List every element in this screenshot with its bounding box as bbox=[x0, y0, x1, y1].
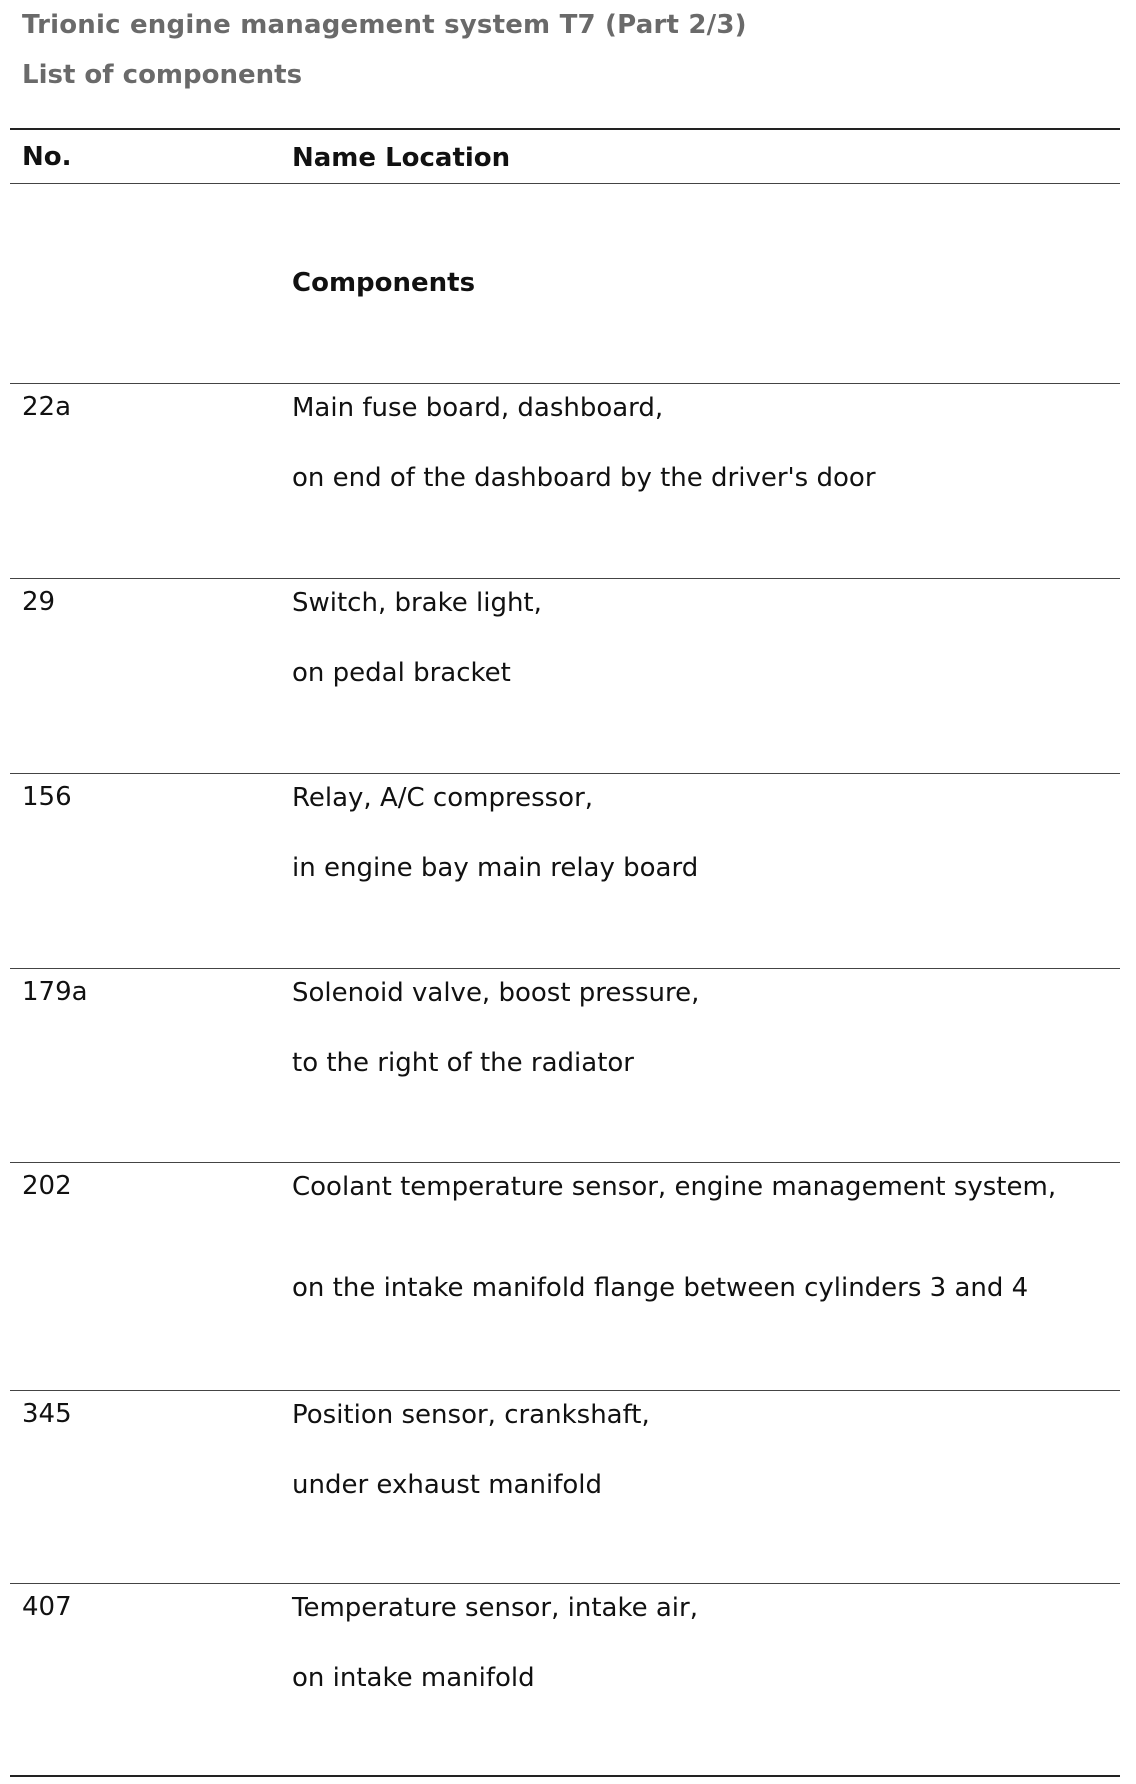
row-location: on the intake manifold flange between cylinders 3 and 4 bbox=[292, 1273, 1029, 1303]
row-separator bbox=[10, 578, 1120, 579]
row-name: Temperature sensor, intake air, bbox=[292, 1593, 698, 1623]
row-separator bbox=[10, 968, 1120, 969]
row-separator bbox=[10, 1390, 1120, 1391]
row-location: on pedal bracket bbox=[292, 658, 511, 688]
row-location: on end of the dashboard by the driver's door bbox=[292, 463, 876, 493]
row-no: 407 bbox=[22, 1592, 72, 1622]
row-location: in engine bay main relay board bbox=[292, 853, 699, 883]
row-separator bbox=[10, 1583, 1120, 1584]
row-name: Position sensor, crankshaft, bbox=[292, 1400, 650, 1430]
row-no: 156 bbox=[22, 782, 72, 812]
row-no: 22a bbox=[22, 392, 72, 422]
table-bottom-rule bbox=[10, 1775, 1120, 1777]
row-no: 202 bbox=[22, 1171, 72, 1201]
section-heading-components: Components bbox=[292, 268, 476, 298]
row-name: Switch, brake light, bbox=[292, 588, 542, 618]
row-location: on intake manifold bbox=[292, 1663, 535, 1693]
row-location: to the right of the radiator bbox=[292, 1048, 634, 1078]
document-subtitle: List of components bbox=[22, 60, 303, 90]
row-name: Relay, A/C compressor, bbox=[292, 783, 594, 813]
row-separator bbox=[10, 773, 1120, 774]
row-name: Solenoid valve, boost pressure, bbox=[292, 978, 700, 1008]
row-no: 345 bbox=[22, 1399, 72, 1429]
row-no: 29 bbox=[22, 587, 56, 617]
document-title: Trionic engine management system T7 (Part 2/3) bbox=[22, 10, 747, 40]
row-separator bbox=[10, 1162, 1120, 1163]
row-separator bbox=[10, 383, 1120, 384]
header-name-location: Name Location bbox=[292, 143, 511, 173]
row-name: Coolant temperature sensor, engine management system, bbox=[292, 1172, 1057, 1202]
row-no: 179a bbox=[22, 977, 88, 1007]
header-bottom-rule bbox=[10, 183, 1120, 184]
row-location: under exhaust manifold bbox=[292, 1470, 602, 1500]
row-name: Main fuse board, dashboard, bbox=[292, 393, 664, 423]
header-no: No. bbox=[22, 142, 72, 172]
table-top-rule bbox=[10, 128, 1120, 130]
